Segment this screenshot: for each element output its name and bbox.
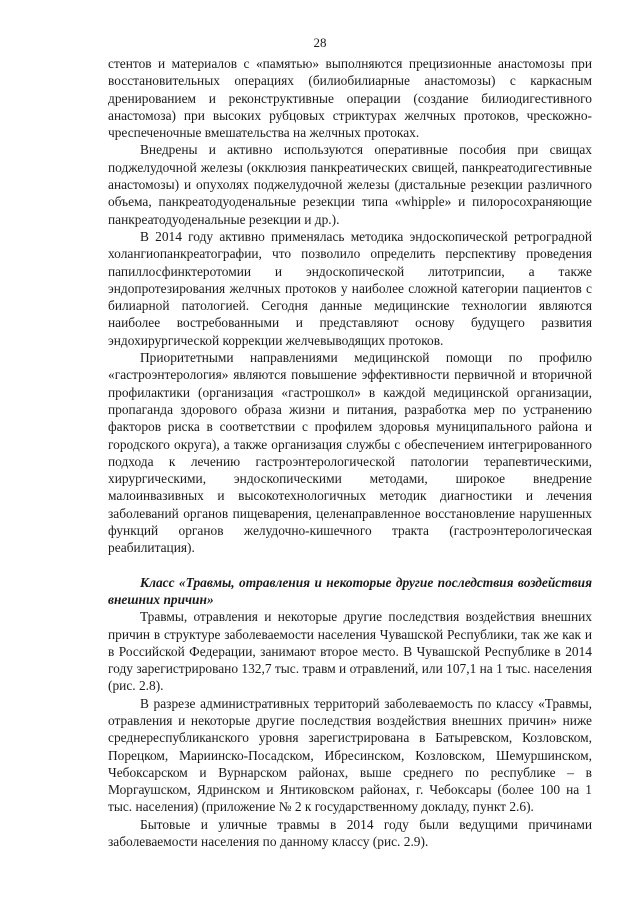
page-number: 28: [313, 35, 327, 50]
paragraph-continuation: стентов и материалов с «памятью» выполняются прецизионные анастомозы при восстановительных операциях (билиобилиарные анастомозы) с каркасным дренированием и реконструктивные операции (создание билиодигестивного анастомоза) при высоких рубцовых стриктурах желчных протоков, чрескожно-чреспеченочные вмешательства на желчных протоках.: [108, 56, 592, 141]
page-content: [108, 55, 592, 850]
paragraph-injuries-territories: В разрезе административных территорий заболеваемость по классу «Травмы, отравления и некоторые другие последствия воздействия внешних причин» ниже среднереспубликанского уровня зарегистрирована в Батыревском, Козловском, Порецком, Мариинско-Посадском, Ибресинском, Козловском, Шемуршинском, Чебоксарском и Вурнарском районах, выше среднего по республике – в Моргаушском, Ядринском и Янтиковском районах, г. Чебоксары (более 100 на 1 тыс. населения) (приложение № 2 к государственному докладу, пункт 2.6).: [108, 695, 592, 815]
section-spacer: [108, 557, 592, 574]
paragraph-gastroenterology-priorities: Приоритетными направлениями медицинской помощи по профилю «гастроэнтерология» являются повышение эффективности первичной и вторичной профилактики (организация «гастрошкол» в каждой медицинской организации, пропаганда здорового образа жизни и питания, разработка мер по устранению факторов риска в соответствии с профилем здоровья муниципального района и городского округа), а также организация службы с обеспечением интегрированного подхода к лечению гастроэнтерологической патологии терапевтическими, хирургическими, эндоскопическими методами, широкое внедрение малоинвазивных и высокотехнологичных методик диагностики и лечения заболеваний органов пищеварения, целенаправленное восстановление нарушенных функций органов желудочно-кишечного тракта (гастроэнтерологическая реабилитация).: [108, 350, 592, 556]
paragraph-injuries-intro: Травмы, отравления и некоторые другие последствия воздействия внешних причин в структуре заболеваемости населения Чувашской Республики, так же как и в Российской Федерации, занимают второе место. В Чувашской Республике в 2014 году зарегистрировано 132,7 тыс. травм и отравлений, или 107,1 на 1 тыс. населения (рис. 2.8).: [108, 609, 592, 694]
paragraph-pancreas-surgery: Внедрены и активно используются оперативные пособия при свищах поджелудочной железы (окклюзия панкреатических свищей, панкреатодигестивные анастомозы) и опухолях поджелудочной железы (дистальные резекции различного объема, панкреатодуоденальные резекции типа «whipple» и пилоросохраняющие панкреатодуоденальные резекции и др.).: [108, 142, 592, 227]
section-heading: Класс «Травмы, отравления и некоторые другие последствия воздействия внешних причин»: [108, 574, 592, 607]
paragraph-injuries-household: Бытовые и уличные травмы в 2014 году были ведущими причинами заболеваемости населения по данному классу (рис. 2.9).: [108, 816, 592, 850]
paragraph-endoscopy-2014: В 2014 году активно применялась методика эндоскопической ретроградной холангиопанкреатографии, что позволило определить перспективу проведения папиллосфинктеротомии и эндоскопической литотрипсии, а также эндопротезирования желчных протоков у наиболее сложной категории пациентов с билиарной патологией. Сегодня данные медицинские технологии являются наиболее востребованными и представляют основу будущего развития эндохирургической коррекции желчевыводящих протоков.: [108, 228, 592, 348]
